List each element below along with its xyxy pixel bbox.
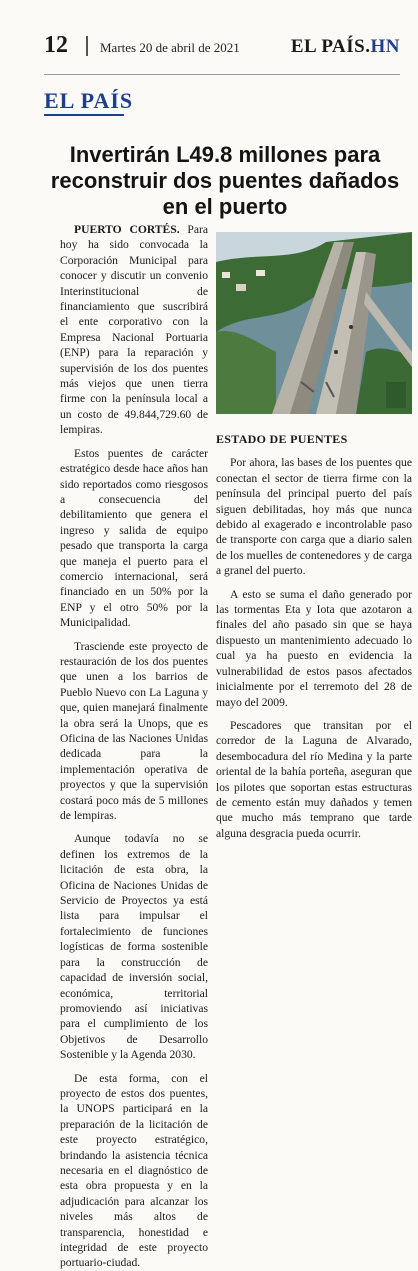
article-headline: Invertirán L49.8 millones para reconstruir dos puentes dañados en el puerto bbox=[50, 142, 400, 219]
header-separator bbox=[86, 36, 88, 56]
header-rule bbox=[44, 74, 400, 75]
paragraph-4: Aunque todavía no se definen los extremos de la licitación de esta obra, la Oficina de Naciones Unidas de Servicio de Proyectos ya está lista para impulsar el fortalecimiento de funciones logísticas de forma sostenible para la construcción de capacidad de inversión social, económica, territorial promoviendo así iniciativas para el cumplimiento de los Objetivos de Desarrollo Sostenible y la Agenda 2030. bbox=[60, 832, 208, 1062]
paragraph-2: Estos puentes de carácter estratégico desde hace años han sido reportados como riesgosos a consecuencia del debilitamiento que genera el ingreso y salida de equipo pesado que transporta la carga que maneja el puerto para el comercio internacional, será financiado en un 50% por la ENP y el otro 50% por la Municipalidad. bbox=[60, 446, 208, 630]
subheading: ESTADO DE PUENTES bbox=[216, 432, 348, 446]
brand-suffix: HN bbox=[370, 36, 400, 57]
page-header bbox=[0, 0, 418, 78]
paragraph-8: Pescadores que transitan por el corredor de la Laguna de Alvarado, desembocadura del río Medina y la parte oriental de la bahía porteña, aseguran que los pilotes que soportan estas estructuras de cemento están muy dañados y temen que mucho más temprano que tarde alguna desgracia pueda ocurrir. bbox=[216, 718, 412, 840]
page-number: 12 bbox=[44, 32, 68, 58]
brand-logo bbox=[291, 36, 400, 58]
bridge-photo bbox=[216, 232, 412, 414]
dateline: PUERTO CORTÉS. bbox=[74, 223, 180, 236]
issue-date: Martes 20 de abril de 2021 bbox=[100, 40, 240, 55]
paragraph-6: Por ahora, las bases de los puentes que conectan el sector de tierra firme con la península del principal puerto del país siguen debilitadas, hoy más que nunca debido al exagerado e incontrolable paso de transporte con carga que a diario salen de los muelles de contenedores y de carga a granel del puerto. bbox=[216, 456, 412, 578]
brand-main: EL PAÍS. bbox=[290, 36, 371, 57]
paragraph-3: Trasciende este proyecto de restauración de los dos puentes que unen a los barrios de Pueblo Nuevo con La Laguna y que, quien manejará finalmente la obra será la Unops, que es Oficina de las Naciones Unidas dedicada para la implementación operativa de proyectos y que la supervisión costará poco más de 5 millones de lempiras. bbox=[60, 639, 208, 823]
paragraph-1-text: Para hoy ha sido convocada la Corporación Municipal para conocer y discutir un convenio Interinstitucional de financiamiento que suscribirá el ente corporativo con la Empresa Nacional Portuaria (ENP) para la reparación y supervisión de los dos puentes más viejos que unen tierra firme con la península local a un costo de 49.844,729.60 de lempiras. bbox=[60, 223, 208, 437]
section-underline bbox=[44, 114, 124, 116]
paragraph-1 bbox=[60, 222, 208, 438]
section-label: EL PAÍS bbox=[44, 88, 134, 113]
article-column-2 bbox=[216, 418, 412, 841]
article-column-1 bbox=[60, 222, 208, 1271]
paragraph-5: De esta forma, con el proyecto de estos dos puentes, la UNOPS participará en la preparación de la licitación de este proyecto estratégico, brindando la asistencia técnica necesaria en el diagnóstico de esta obra propuesta y en la adjudicación para alcanzar los niveles más altos de transparencia, honestidad e integridad de este proyecto portuario-ciudad. bbox=[60, 1071, 208, 1270]
paragraph-7: A esto se suma el daño generado por las tormentas Eta y Iota que azotaron a finales del año pasado sin que se haya dispuesto un mantenimiento adecuado lo cual ya ha puesto en evidencia la vulnerabilidad de estos pasos afectados inicialmente por el terremoto del 28 de mayo del 2009. bbox=[216, 587, 412, 709]
